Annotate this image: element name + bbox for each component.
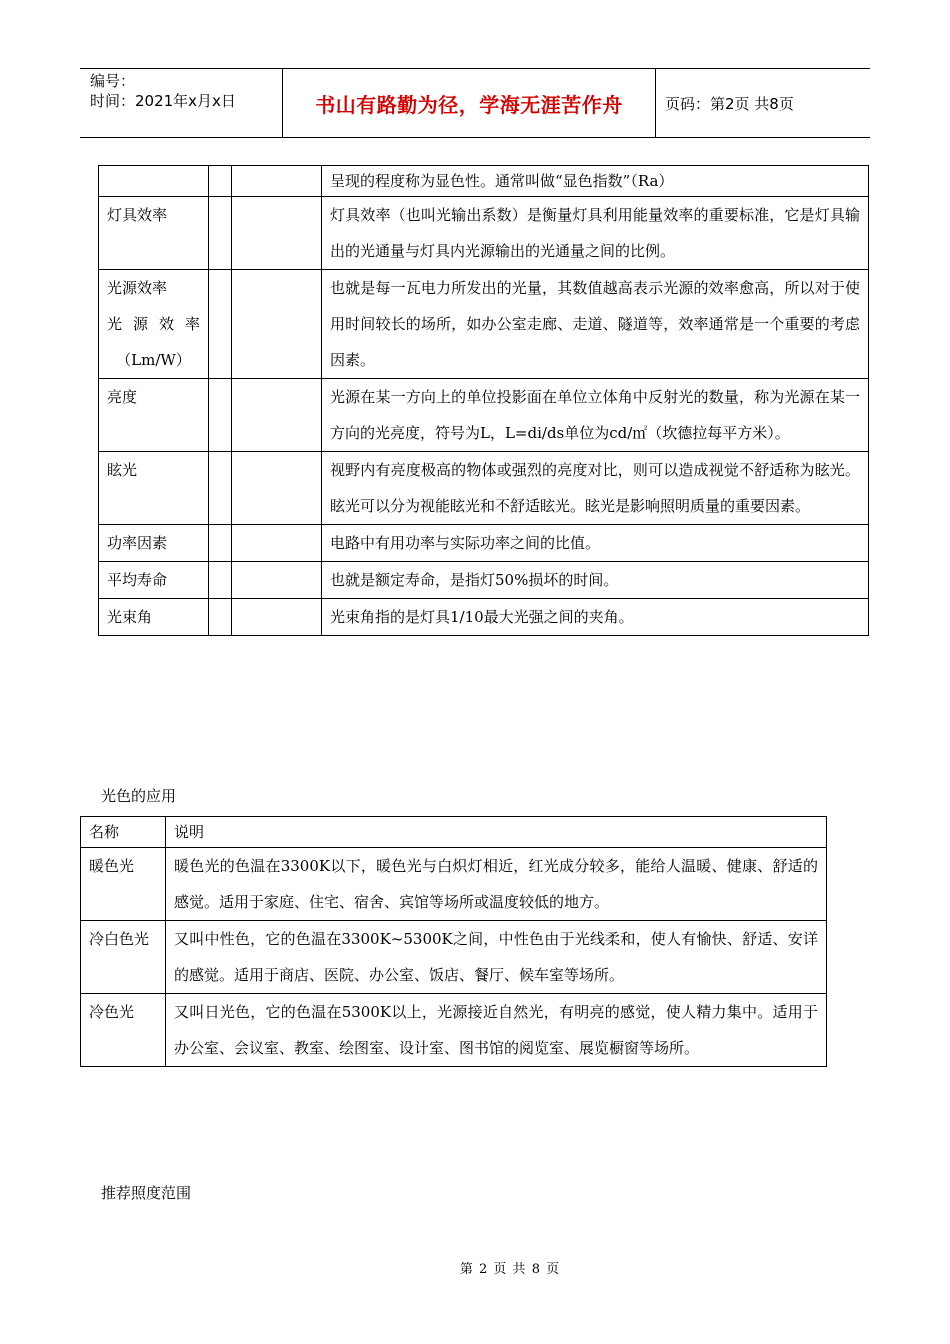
table-row	[81, 921, 827, 994]
empty-cell	[209, 562, 232, 599]
empty-cell	[232, 166, 322, 197]
empty-cell	[209, 452, 232, 525]
table-row	[81, 994, 827, 1067]
term-cell: 功率因素	[99, 525, 209, 562]
empty-cell	[232, 197, 322, 270]
desc-cell: 光束角指的是灯具1/10最大光强之间的夹角。	[322, 599, 869, 636]
date-label: 时间：2021年x月x日	[90, 92, 236, 110]
empty-cell	[209, 270, 232, 379]
desc-cell: 又叫中性色，它的色温在3300K~5300K之间，中性色由于光线柔和，使人有愉快、舒适、安详的感觉。适用于商店、医院、办公室、饭店、餐厅、候车室等场所。	[166, 921, 827, 994]
table-row	[99, 166, 869, 197]
desc-cell: 电路中有用功率与实际功率之间的比值。	[322, 525, 869, 562]
table-row	[99, 452, 869, 525]
name-cell: 冷色光	[81, 994, 166, 1067]
term-cell: 光束角	[99, 599, 209, 636]
desc-cell: 暖色光的色温在3300K以下，暖色光与白炽灯相近，红光成分较多，能给人温暖、健康、舒适的感觉。适用于家庭、住宅、宿舍、宾馆等场所或温度较低的地方。	[166, 848, 827, 921]
empty-cell	[232, 562, 322, 599]
table-row	[99, 270, 869, 379]
name-cell: 冷白色光	[81, 921, 166, 994]
table-row	[99, 525, 869, 562]
header-page-cell	[655, 69, 880, 137]
desc-cell: 又叫日光色，它的色温在5300K以上，光源接近自然光，有明亮的感觉，使人精力集中。适用于办公室、会议室、教室、绘图室、设计室、图书馆的阅览室、展览橱窗等场所。	[166, 994, 827, 1067]
table-row	[99, 599, 869, 636]
empty-cell	[232, 270, 322, 379]
empty-cell	[209, 166, 232, 197]
term-line: 光 源 效 率	[107, 315, 200, 333]
term-cell: 眩光	[99, 452, 209, 525]
empty-cell	[232, 525, 322, 562]
motto: 书山有路勤为径，学海无涯苦作舟	[315, 92, 623, 117]
empty-cell	[232, 599, 322, 636]
table-row	[99, 562, 869, 599]
section-title-light-color: 光色的应用	[101, 787, 177, 805]
empty-cell	[232, 379, 322, 452]
section-title-illuminance: 推荐照度范围	[101, 1184, 192, 1202]
term-cell	[99, 270, 209, 379]
term-cell: 平均寿命	[99, 562, 209, 599]
table-row	[99, 379, 869, 452]
empty-cell	[232, 452, 322, 525]
desc-cell: 视野内有亮度极高的物体或强烈的亮度对比，则可以造成视觉不舒适称为眩光。眩光可以分为视能眩光和不舒适眩光。眩光是影响照明质量的重要因素。	[322, 452, 869, 525]
header-meta	[80, 69, 282, 137]
header-motto-cell	[282, 69, 656, 137]
term-cell: 亮度	[99, 379, 209, 452]
empty-cell	[209, 197, 232, 270]
terms-table	[98, 165, 869, 636]
term-cell: 灯具效率	[99, 197, 209, 270]
desc-cell: 也就是每一瓦电力所发出的光量，其数值越高表示光源的效率愈高，所以对于使用时间较长的场所，如办公室走廊、走道、隧道等，效率通常是一个重要的考虑因素。	[322, 270, 869, 379]
serial-label: 编号：	[90, 72, 136, 90]
table-row	[81, 848, 827, 921]
page-footer: 第 2 页 共 8 页	[459, 1262, 561, 1277]
header-desc: 说明	[166, 817, 827, 848]
page-label: 页码：第2页 共8页	[665, 94, 794, 113]
empty-cell	[209, 599, 232, 636]
desc-cell: 灯具效率（也叫光输出系数）是衡量灯具利用能量效率的重要标准，它是灯具输出的光通量与灯具内光源输出的光通量之间的比例。	[322, 197, 869, 270]
empty-cell	[209, 525, 232, 562]
term-unit: （Lm/W）	[116, 351, 191, 369]
table-header-row	[81, 817, 827, 848]
term-line: 光源效率	[107, 279, 168, 297]
term-cell	[99, 166, 209, 197]
table-row	[99, 197, 869, 270]
desc-cell: 呈现的程度称为显色性。通常叫做“显色指数”（Ra）	[322, 166, 869, 197]
desc-cell: 光源在某一方向上的单位投影面在单位立体角中反射光的数量，称为光源在某一方向的光亮度，符号为L，L=di/ds单位为cd/㎡（坎德拉每平方米）。	[322, 379, 869, 452]
empty-cell	[209, 379, 232, 452]
desc-cell: 也就是额定寿命，是指灯50%损坏的时间。	[322, 562, 869, 599]
name-cell: 暖色光	[81, 848, 166, 921]
light-color-table	[80, 816, 827, 1067]
header-name: 名称	[81, 817, 166, 848]
page-header	[80, 68, 870, 138]
